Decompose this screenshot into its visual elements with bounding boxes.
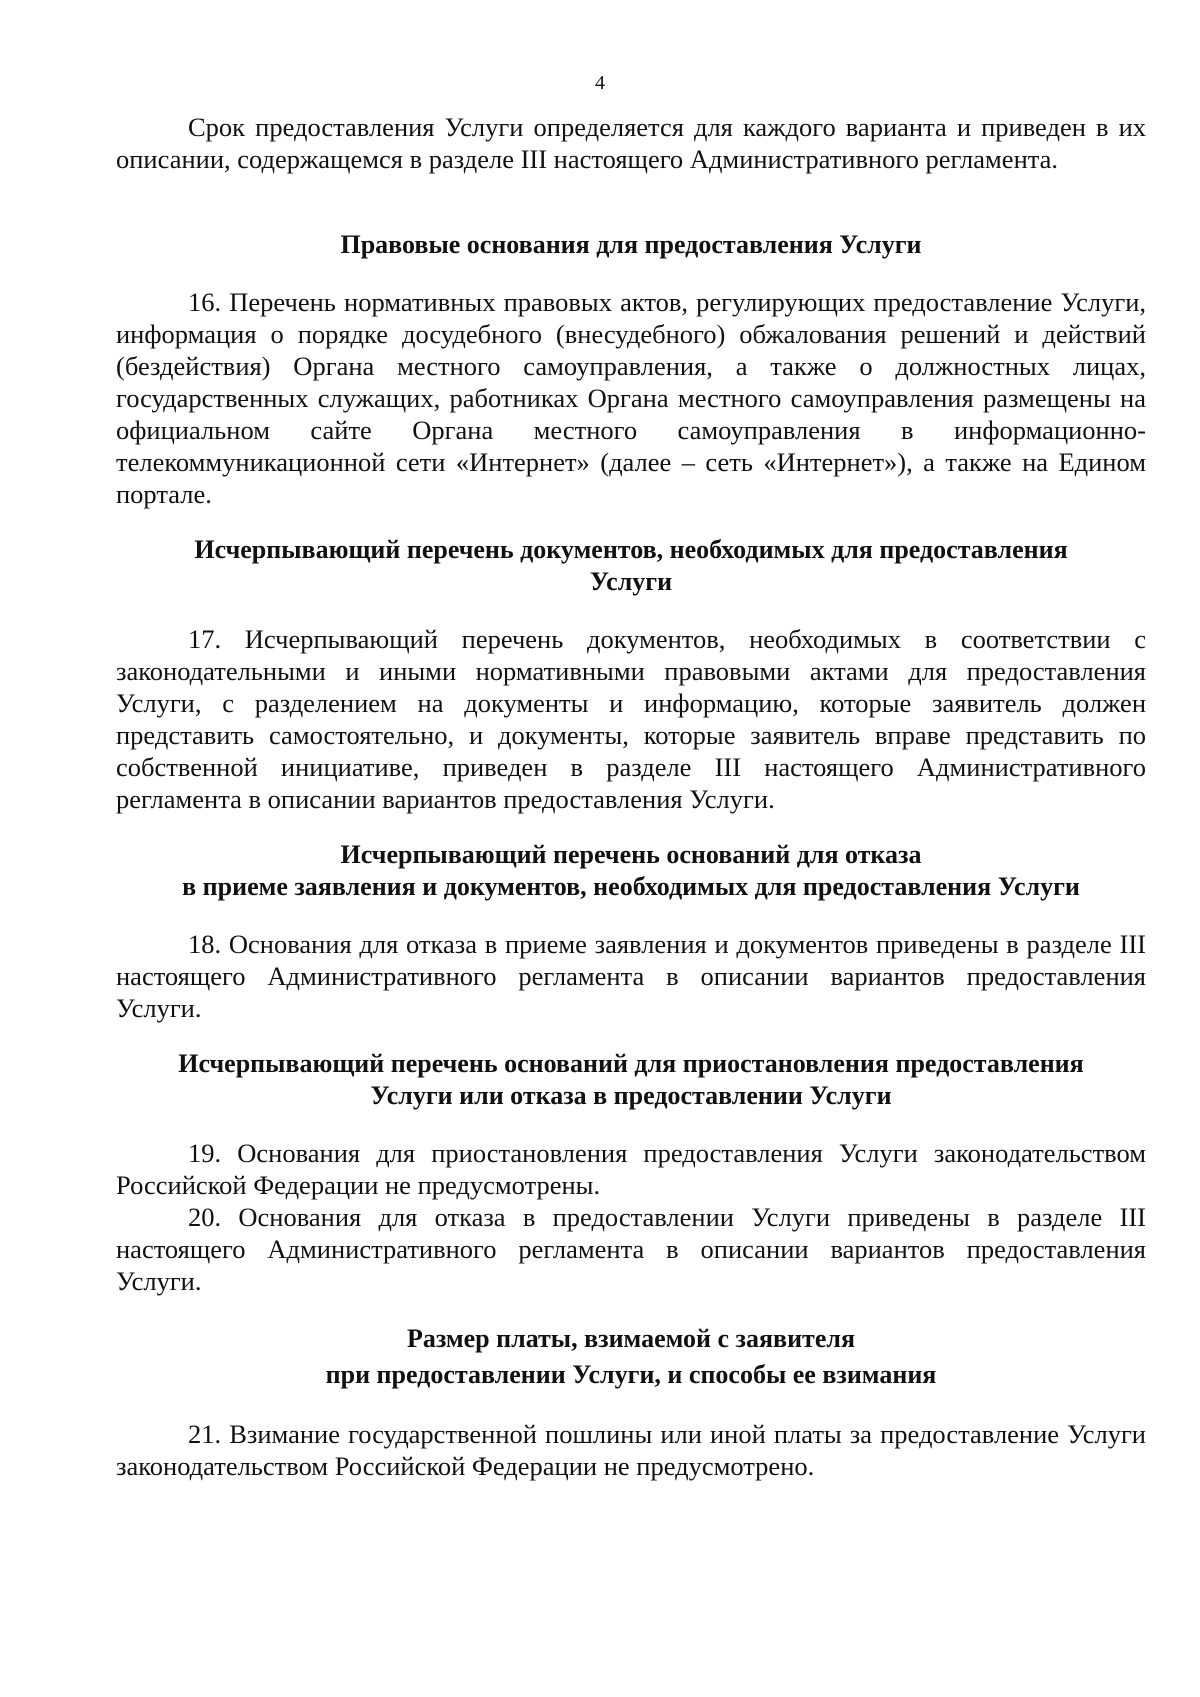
heading-line: Правовые основания для предоставления Услуги	[340, 230, 922, 259]
heading-suspension	[116, 1048, 1146, 1112]
heading-refusal-receipt	[116, 839, 1146, 903]
paragraph-19: 19. Основания для приостановления предоставления Услуги законодательством Российской Федерации не предусмотрены.	[116, 1138, 1146, 1200]
paragraph-term: Срок предоставления Услуги определяется для каждого варианта и приведен в их описании, содержащемся в разделе III настоящего Административного регламента.	[116, 112, 1146, 174]
paragraph-17: 17. Исчерпывающий перечень документов, необходимых в соответствии с законодательными и иными нормативными правовыми актами для предоставления Услуги, с разделением на документы и информацию, которые заявитель должен представить самостоятельно, и документы, которые заявитель вправе представить по собственной инициативе, приведен в разделе III настоящего Административного регламента в описании вариантов предоставления Услуги.	[116, 624, 1146, 814]
heading-line: Исчерпывающий перечень оснований для отказа	[340, 840, 922, 869]
heading-legal-grounds	[116, 229, 1146, 261]
heading-line: Размер платы, взимаемой с заявителя	[406, 1324, 856, 1353]
heading-line: Исчерпывающий перечень оснований для приостановления предоставления	[178, 1049, 1084, 1078]
heading-line: Услуги	[589, 567, 673, 596]
heading-line: Исчерпывающий перечень документов, необходимых для предоставления	[194, 535, 1068, 564]
document-body	[116, 111, 1146, 1482]
paragraph-18: 18. Основания для отказа в приеме заявления и документов приведены в разделе III настоящего Административного регламента в описании вариантов предоставления Услуги.	[116, 929, 1146, 1023]
heading-line: Услуги или отказа в предоставлении Услуги	[370, 1081, 892, 1110]
page-number: 4	[595, 72, 605, 94]
heading-line: в приеме заявления и документов, необходимых для предоставления Услуги	[182, 872, 1080, 901]
paragraph-21: 21. Взимание государственной пошлины или иной платы за предоставление Услуги законодательством Российской Федерации не предусмотрено.	[116, 1419, 1146, 1481]
paragraph-20: 20. Основания для отказа в предоставлении Услуги приведены в разделе III настоящего Административного регламента в описании вариантов предоставления Услуги.	[116, 1202, 1146, 1296]
paragraph-16: 16. Перечень нормативных правовых актов, регулирующих предоставление Услуги, информация о порядке досудебного (внесудебного) обжалования решений и действий (бездействия) Органа местного самоуправления, а также о должностных лицах, государственных служащих, работниках Органа местного самоуправления размещены на официальном сайте Органа местного самоуправления в информационно-телекоммуникационной сети «Интернет» (далее – сеть «Интернет»), а также на Едином портале.	[116, 287, 1146, 509]
heading-line: при предоставлении Услуги, и способы ее взимания	[325, 1360, 937, 1389]
heading-documents-list	[116, 534, 1146, 598]
heading-fee	[116, 1321, 1146, 1393]
